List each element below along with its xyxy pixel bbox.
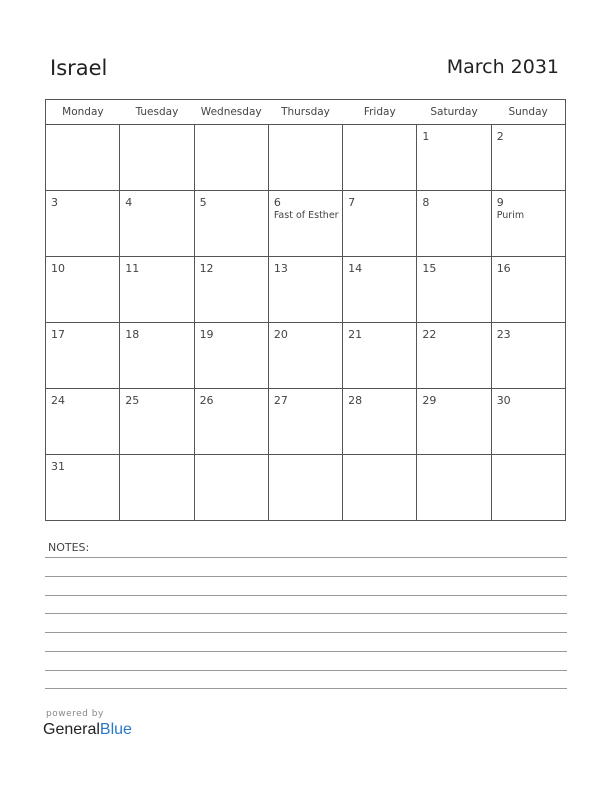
day-number: 25 (125, 394, 140, 407)
day-number: 28 (348, 394, 363, 407)
day-number: 15 (422, 262, 437, 275)
calendar-day-cell (46, 257, 120, 323)
calendar-week-row (46, 257, 566, 323)
day-number: 9 (496, 196, 504, 209)
calendar-day-cell (194, 455, 268, 521)
weekday-tuesday: Tuesday (120, 100, 194, 125)
calendar-day-cell (194, 257, 268, 323)
note-line (45, 595, 567, 596)
calendar-week-row (46, 389, 566, 455)
day-number: 8 (422, 196, 430, 209)
day-number: 6 (273, 196, 281, 209)
day-number: 3 (51, 196, 58, 209)
day-number: 10 (51, 262, 65, 275)
powered-by-text: powered by (46, 709, 104, 719)
day-number: 26 (199, 394, 214, 407)
day-number: 7 (348, 196, 356, 209)
day-number: 14 (348, 262, 363, 275)
calendar-day-cell (46, 389, 120, 455)
weekday-wednesday: Wednesday (194, 100, 268, 125)
calendar-day-cell (194, 191, 268, 257)
calendar-day-cell (46, 125, 120, 191)
calendar-day-cell (417, 323, 491, 389)
calendar-day-cell (417, 125, 491, 191)
day-number: 17 (51, 328, 65, 341)
calendar-day-cell (417, 191, 491, 257)
calendar-day-cell (120, 323, 194, 389)
day-number: 27 (273, 394, 288, 407)
country-title: Israel (50, 56, 108, 80)
weekday-saturday: Saturday (417, 100, 491, 125)
day-number: 18 (125, 328, 140, 341)
holiday-label: Purim (496, 210, 525, 221)
note-line (45, 557, 567, 558)
weekday-monday: Monday (46, 100, 120, 125)
calendar-day-cell (268, 191, 342, 257)
day-number: 5 (199, 196, 207, 209)
day-number: 23 (496, 328, 511, 341)
calendar-week-row (46, 323, 566, 389)
day-number: 29 (422, 394, 437, 407)
calendar-day-cell (194, 125, 268, 191)
calendar-day-cell (268, 257, 342, 323)
brand-general: General (43, 721, 100, 738)
day-number: 4 (125, 196, 133, 209)
weekday-header-row (46, 100, 566, 125)
brand-blue: Blue (99, 721, 132, 738)
calendar-day-cell (343, 191, 417, 257)
weekday-friday: Friday (343, 100, 417, 125)
calendar-day-cell (343, 257, 417, 323)
notes-label: NOTES: (48, 541, 90, 554)
note-line (45, 632, 567, 633)
day-number: 20 (273, 328, 288, 341)
note-line (45, 688, 567, 689)
calendar-day-cell (343, 389, 417, 455)
calendar-day-cell (268, 389, 342, 455)
calendar-day-cell (343, 323, 417, 389)
day-number: 2 (496, 130, 504, 143)
calendar-day-cell (120, 455, 194, 521)
calendar-day-cell (417, 257, 491, 323)
note-line (45, 670, 567, 671)
month-year-title: March 2031 (446, 56, 559, 78)
weekday-sunday: Sunday (491, 100, 565, 125)
calendar-day-cell (268, 455, 342, 521)
note-line (45, 651, 567, 652)
day-number: 11 (125, 262, 140, 275)
calendar-day-cell (491, 191, 565, 257)
calendar-day-cell (120, 125, 194, 191)
calendar-day-cell (343, 125, 417, 191)
day-number: 12 (199, 262, 214, 275)
calendar-day-cell (491, 323, 565, 389)
calendar-day-cell (343, 455, 417, 521)
calendar-day-cell (491, 125, 565, 191)
day-number: 13 (273, 262, 288, 275)
note-line (45, 613, 567, 614)
day-number: 24 (51, 394, 65, 407)
calendar-day-cell (417, 455, 491, 521)
generalblue-logo[interactable] (43, 721, 132, 739)
calendar-week-row (46, 125, 566, 191)
calendar-day-cell (120, 257, 194, 323)
calendar-day-cell (491, 455, 565, 521)
calendar-week-row (46, 455, 566, 521)
calendar-day-cell (417, 389, 491, 455)
day-number: 16 (496, 262, 511, 275)
calendar-day-cell (120, 191, 194, 257)
calendar-day-cell (491, 257, 565, 323)
calendar-day-cell (194, 323, 268, 389)
calendar-day-cell (46, 191, 120, 257)
calendar-day-cell (268, 323, 342, 389)
calendar-day-cell (46, 323, 120, 389)
note-line (45, 576, 567, 577)
day-number: 31 (51, 460, 65, 473)
day-number: 19 (199, 328, 214, 341)
weekday-thursday: Thursday (268, 100, 342, 125)
calendar-day-cell (194, 389, 268, 455)
calendar-day-cell (491, 389, 565, 455)
calendar-day-cell (46, 455, 120, 521)
calendar-grid (45, 99, 566, 521)
holiday-label: Fast of Esther (273, 210, 339, 221)
day-number: 30 (496, 394, 511, 407)
calendar-day-cell (120, 389, 194, 455)
day-number: 22 (422, 328, 437, 341)
calendar-week-row (46, 191, 566, 257)
day-number: 21 (348, 328, 363, 341)
calendar-day-cell (268, 125, 342, 191)
day-number: 1 (422, 130, 430, 143)
